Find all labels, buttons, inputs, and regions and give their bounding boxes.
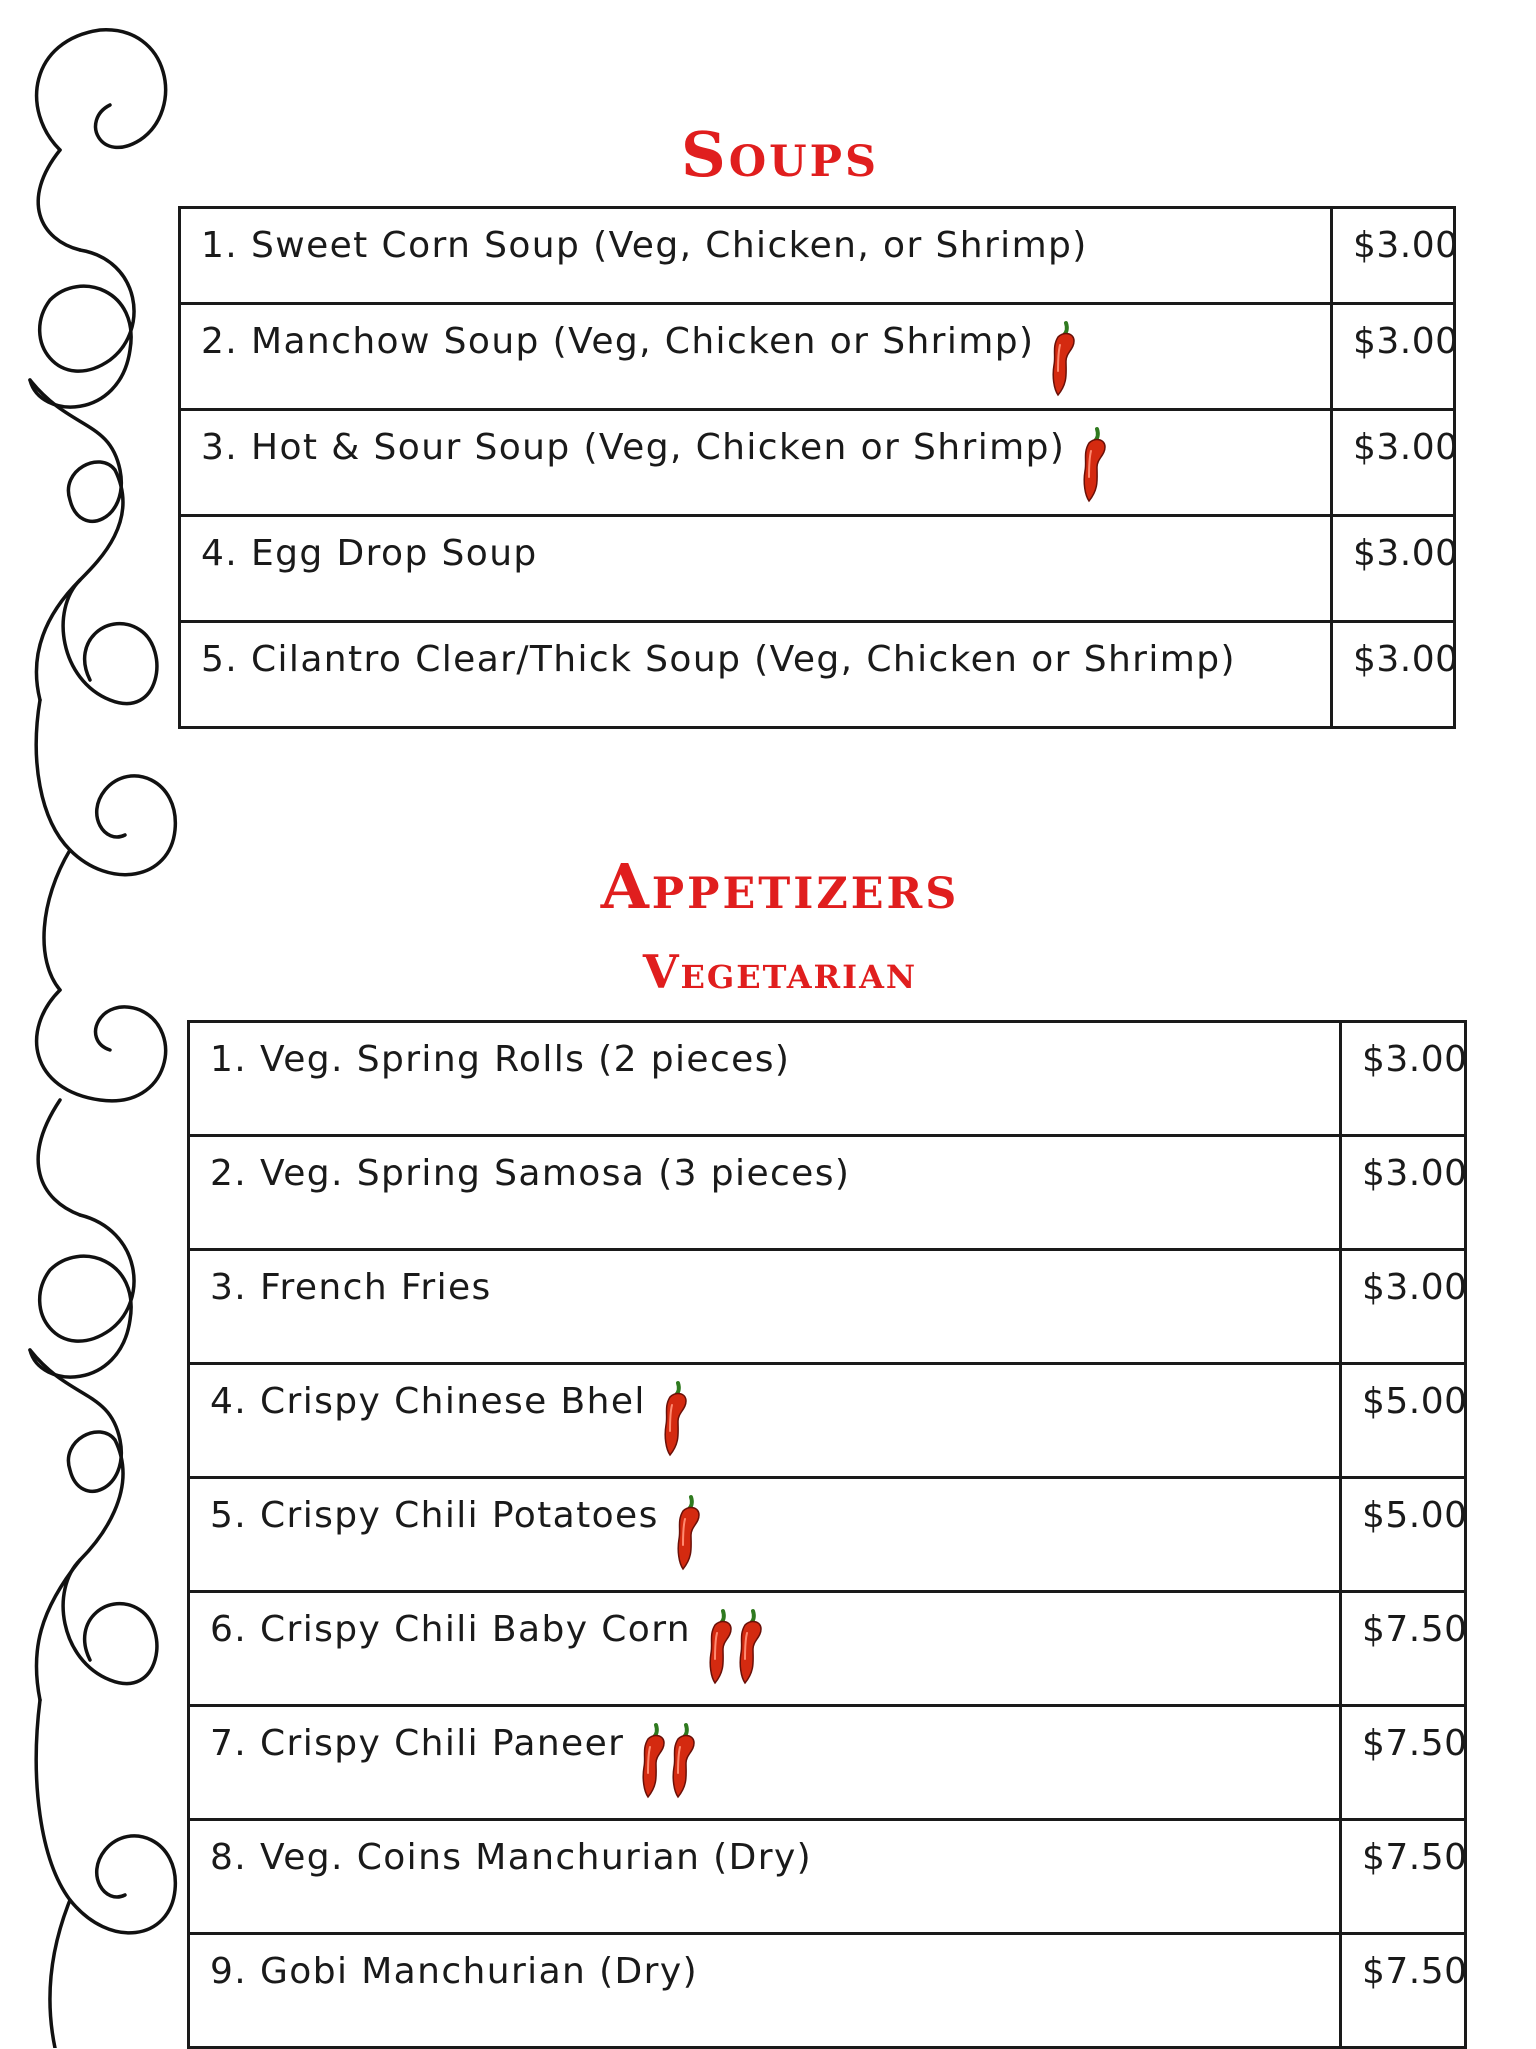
menu-item-price: $3.00 [1332,516,1455,622]
menu-item-cell [189,1136,1341,1250]
menu-item-cell [180,516,1332,622]
appetizer-row [189,1934,1466,2048]
spice-level [1065,427,1111,468]
menu-item-cell [189,1706,1341,1820]
menu-item-price: $5.00 [1341,1478,1466,1592]
menu-item-cell [180,622,1332,728]
menu-item-price: $3.00 [1332,622,1455,728]
menu-item-cell [180,208,1332,304]
appetizer-row [189,1706,1466,1820]
menu-item-name: 2. Manchow Soup (Veg, Chicken or Shrimp) [201,321,1035,362]
menu-item-price: $3.00 [1332,208,1455,304]
soups-heading: Soups [680,118,880,191]
menu-item-price: $5.00 [1341,1364,1466,1478]
soup-row [180,410,1455,516]
chili-pepper-icon [1075,425,1111,505]
menu-item-price: $7.50 [1341,1934,1466,2048]
appetizer-row [189,1136,1466,1250]
menu-item-cell [180,304,1332,410]
appetizer-row [189,1478,1466,1592]
menu-item-name: 5. Crispy Chili Potatoes [210,1495,659,1536]
menu-item-price: $7.50 [1341,1820,1466,1934]
menu-item-cell [189,1022,1341,1136]
menu-item-price: $3.00 [1332,304,1455,410]
menu-item-name: 3. French Fries [210,1267,492,1308]
spice-level [646,1381,692,1422]
menu-item-cell [189,1478,1341,1592]
chili-pepper-icon [731,1607,767,1687]
menu-item-name: 4. Egg Drop Soup [201,533,538,574]
soups-table [178,206,1459,729]
menu-item-name: 3. Hot & Sour Soup (Veg, Chicken or Shrimp) [201,427,1066,468]
menu-item-cell [189,1364,1341,1478]
spice-level [691,1609,767,1650]
appetizers-table [187,1020,1467,2049]
spice-level [624,1723,700,1764]
menu-item-cell [189,1592,1341,1706]
chili-pepper-icon [669,1493,705,1573]
soup-row [180,304,1455,410]
appetizer-row [189,1250,1466,1364]
vegetarian-subheading: Vegetarian [642,945,918,999]
menu-item-price: $7.50 [1341,1706,1466,1820]
menu-item-name: 9. Gobi Manchurian (Dry) [210,1951,699,1992]
menu-item-cell [180,410,1332,516]
appetizers-heading: Appetizers [600,850,960,923]
menu-item-cell [189,1250,1341,1364]
chili-pepper-icon [656,1379,692,1459]
swirl-ornament-border [0,0,200,2048]
menu-item-name: 7. Crispy Chili Paneer [210,1723,625,1764]
appetizer-row [189,1592,1466,1706]
menu-item-name: 4. Crispy Chinese Bhel [210,1381,646,1422]
menu-item-name: 1. Veg. Spring Rolls (2 pieces) [210,1039,791,1080]
soup-row [180,208,1455,304]
menu-item-name: 6. Crispy Chili Baby Corn [210,1609,691,1650]
menu-item-name: 1. Sweet Corn Soup (Veg, Chicken, or Shrimp) [201,225,1088,266]
menu-item-name: 5. Cilantro Clear/Thick Soup (Veg, Chicken or Shrimp) [201,639,1236,680]
soup-row [180,516,1455,622]
menu-item-price: $7.50 [1341,1592,1466,1706]
appetizer-row [189,1022,1466,1136]
spice-level [659,1495,705,1536]
menu-item-cell [189,1934,1341,2048]
menu-item-price: $3.00 [1341,1250,1466,1364]
menu-item-cell [189,1820,1341,1934]
soup-row [180,622,1455,728]
appetizer-row [189,1364,1466,1478]
menu-item-name: 2. Veg. Spring Samosa (3 pieces) [210,1153,851,1194]
menu-item-name: 8. Veg. Coins Manchurian (Dry) [210,1837,813,1878]
spice-level [1034,321,1080,362]
chili-pepper-icon [664,1721,700,1801]
menu-item-price: $3.00 [1332,410,1455,516]
appetizer-row [189,1820,1466,1934]
menu-item-price: $3.00 [1341,1136,1466,1250]
chili-pepper-icon [1044,319,1080,399]
menu-item-price: $3.00 [1341,1022,1466,1136]
